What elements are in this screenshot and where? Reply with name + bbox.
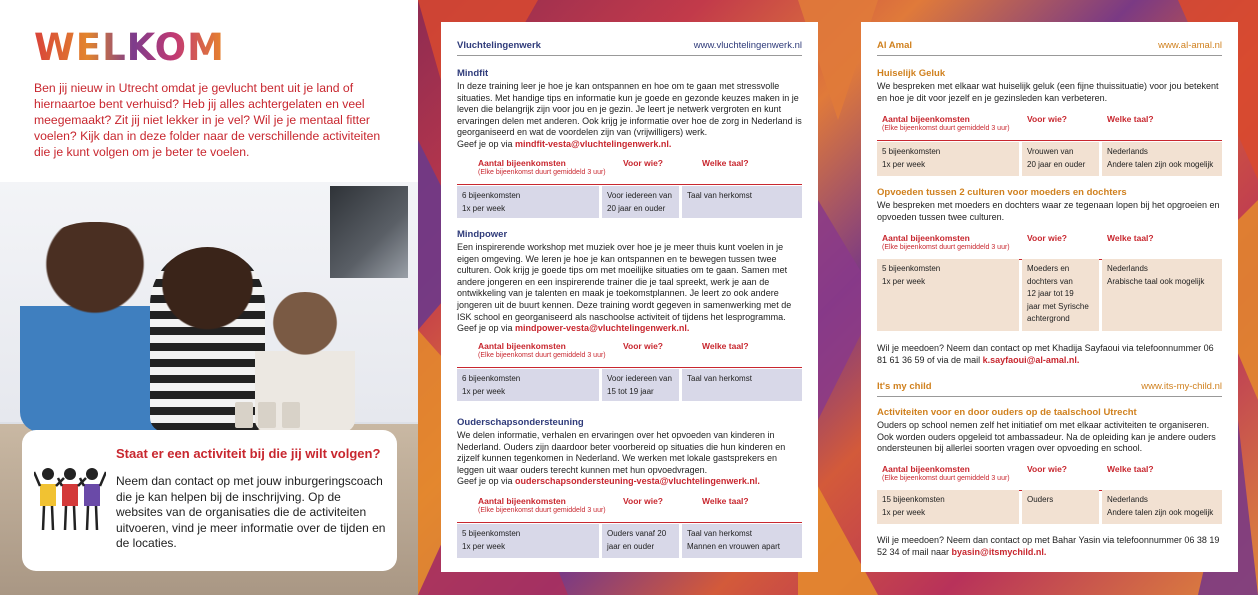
section-title: Mindpower — [457, 229, 508, 240]
signup-text: Geef je op via — [457, 323, 516, 334]
section-mindfit — [457, 68, 802, 151]
section-title: Huiselijk Geluk — [877, 68, 946, 79]
contact-text: Wil je meedoen? Neem dan contact op met Khadija Sayfaoui via telefoonnummer 06 81 61 36 59 of via de mail — [877, 343, 1214, 365]
section-title: Opvoeden tussen 2 culturen voor moeders en dochters — [877, 187, 1127, 198]
cell-aantal: 5 bijeenkomsten 1x per week — [877, 259, 1019, 331]
header-welke-taal: Welke taal? — [702, 496, 749, 506]
cell-voor-wie: Vrouwen van 20 jaar en ouder — [1022, 142, 1099, 176]
header-voor-wie: Voor wie? — [1027, 464, 1067, 474]
cell-taal: Taal van herkomst — [682, 369, 802, 401]
org-name: Vluchtelingenwerk — [457, 40, 541, 51]
contact-al-amal — [877, 342, 1222, 366]
section-opvoeden — [877, 187, 1222, 223]
cell-voor-wie: Moeders en dochters van 12 jaar tot 19 jaar met Syrische achtergrond — [1022, 259, 1099, 331]
signup-email[interactable]: ouderschapsondersteuning-vesta@vluchtelingenwerk.nl. — [515, 476, 760, 487]
people-icon — [34, 464, 106, 532]
cell-aantal: 6 bijeenkomsten 1x per week — [457, 186, 599, 218]
header-voor-wie: Voor wie? — [623, 341, 663, 351]
cell-aantal: 15 bijeenkomsten 1x per week — [877, 490, 1019, 524]
signup-email[interactable]: mindpower-vesta@vluchtelingenwerk.nl. — [515, 323, 690, 334]
table-mindpower — [457, 341, 802, 401]
cell-aantal: 5 bijeenkomsten 1x per week — [877, 142, 1019, 176]
header-aantal: Aantal bijeenkomsten — [478, 158, 566, 168]
section-body: We bespreken met moeders en dochters waar ze tegenaan lopen bij het opgroeien en opvoeden tussen twee culturen. — [877, 200, 1220, 222]
cell-aantal: 6 bijeenkomsten 1x per week — [457, 369, 599, 401]
org-url[interactable]: www.its-my-child.nl — [1141, 381, 1222, 392]
table-opvoeden — [877, 233, 1222, 333]
contact-email[interactable]: byasin@itsmychild.nl. — [951, 547, 1047, 557]
cell-taal: Nederlands Arabische taal ook mogelijk — [1102, 259, 1222, 331]
header-welke-taal: Welke taal? — [1107, 114, 1154, 124]
table-taalschool — [877, 464, 1222, 524]
table-ouderschap — [457, 496, 802, 558]
header-aantal-sub: (Elke bijeenkomst duurt gemiddeld 3 uur) — [478, 169, 606, 176]
section-title: Ouderschapsondersteuning — [457, 417, 584, 428]
header-aantal: Aantal bijeenkomsten — [882, 464, 970, 474]
callout-title: Staat er een activiteit bij die jij wilt volgen? — [116, 446, 381, 461]
cell-voor-wie: Voor iedereen van 15 tot 19 jaar — [602, 369, 679, 401]
signup-text: Geef je op via — [457, 138, 516, 149]
header-voor-wie: Voor wie? — [1027, 114, 1067, 124]
table-mindfit — [457, 158, 802, 218]
callout-text: Neem dan contact op met jouw inburgeringscoach die je kan helpen bij de inschrijving. Op de websites van de organisaties die de activiteiten uitvoeren, vind je meer informatie over de tijden en de locaties. — [116, 474, 386, 550]
welcome-title: WELKOM — [34, 26, 225, 69]
header-voor-wie: Voor wie? — [623, 496, 663, 506]
header-aantal: Aantal bijeenkomsten — [882, 114, 970, 124]
contact-email[interactable]: k.sayfaoui@al-amal.nl. — [982, 355, 1080, 365]
intro-text: Ben jij nieuw in Utrecht omdat je gevlucht bent uit je land of hiernaartoe bent verhuisd? Heb jij alles achtergelaten en veel meegemaakt? Zit jij niet lekker in je vel? Wil je je mentaal fitter voelen? Kijk dan in deze folder naar de verschillende activiteiten die je kunt volgen om je beter te voelen. — [34, 81, 381, 159]
header-welke-taal: Welke taal? — [1107, 464, 1154, 474]
section-body: Een inspirerende workshop met muziek over hoe je je meer thuis kunt voelen in je eigen omgeving. We leren je hoe je kan ontspannen en te bewegen tussen twee culturen. Ook krijg je goede tips om met moeilijke situaties om te gaan. Samen met andere jongeren en een inspirerende trainer die je taal spreekt, werk je aan de ontwikkeling van je talenten en maak je toekomstplannen. Je leert zo ook andere jongeren uit de buurt kennen. Deze training wordt gegeven in samenwerking met de ISK school en georganiseerd als naschoolse activiteit of tijdens het lesprogramma. — [457, 242, 792, 322]
cell-taal: Nederlands Andere talen zijn ook mogelijk — [1102, 490, 1222, 524]
header-welke-taal: Welke taal? — [702, 158, 749, 168]
signup-email[interactable]: mindfit-vesta@vluchtelingenwerk.nl. — [515, 138, 672, 149]
page-header — [877, 34, 1222, 56]
org-url[interactable]: www.vluchtelingenwerk.nl — [693, 40, 802, 51]
cell-taal: Taal van herkomst — [682, 186, 802, 218]
cell-taal: Taal van herkomst Mannen en vrouwen apart — [682, 524, 802, 558]
header-voor-wie: Voor wie? — [1027, 233, 1067, 243]
callout-card — [22, 430, 397, 571]
section-body: In deze training leer je hoe je kan ontspannen en hoe om te gaan met stressvolle situaties. Met handige tips en informatie kun je goede en gezonde keuzes maken in je leven die belangrijk zijn voor jou en je gezin. Je leert je netwerk vergroten en kunt ervaringen delen met anderen. Ook krijg je informatie over hoe de zorg in Nederland is georganiseerd en wat de voordelen zijn van (vrijwilligers) werk. — [457, 81, 802, 138]
section-title: Activiteiten voor en door ouders op de taalschool Utrecht — [877, 407, 1137, 418]
cell-voor-wie: Ouders — [1022, 490, 1099, 524]
left-panel — [0, 0, 418, 595]
header-aantal-sub: (Elke bijeenkomst duurt gemiddeld 3 uur) — [882, 475, 1010, 482]
header-aantal: Aantal bijeenkomsten — [478, 496, 566, 506]
section-huiselijk-geluk — [877, 68, 1222, 104]
org-name: Al Amal — [877, 40, 913, 51]
page-header — [457, 34, 802, 56]
section-body: We bespreken met elkaar wat huiselijk geluk (een fijne thuissituatie) voor jou betekent en hoe je dit voor jezelf en je gezinsleden kan verbeteren. — [877, 81, 1219, 103]
cell-voor-wie: Voor iedereen van 20 jaar en ouder — [602, 186, 679, 218]
header-aantal: Aantal bijeenkomsten — [478, 341, 566, 351]
section-title: Mindfit — [457, 68, 489, 79]
header-voor-wie: Voor wie? — [623, 158, 663, 168]
table-huiselijk-geluk — [877, 114, 1222, 176]
cell-aantal: 5 bijeenkomsten 1x per week — [457, 524, 599, 558]
header-aantal: Aantal bijeenkomsten — [882, 233, 970, 243]
contact-its-my-child — [877, 534, 1222, 558]
signup-text: Geef je op via — [457, 476, 516, 487]
page-vluchtelingenwerk — [441, 22, 818, 572]
header-welke-taal: Welke taal? — [702, 341, 749, 351]
cell-taal: Nederlands Andere talen zijn ook mogelijk — [1102, 142, 1222, 176]
section-ouderschap — [457, 417, 802, 488]
header-aantal-sub: (Elke bijeenkomst duurt gemiddeld 3 uur) — [882, 244, 1010, 251]
section-mindpower — [457, 229, 802, 335]
header-welke-taal: Welke taal? — [1107, 233, 1154, 243]
page-al-amal — [861, 22, 1238, 572]
section-body: Ouders op school nemen zelf het initiatief om met elkaar activiteiten te organiseren. Ook worden ouders opgeleid tot ambassadeur. Na de opleiding kan je andere ouders ondersteunen bij allerlei soorten vragen over opvoeding en school. — [877, 420, 1216, 454]
contact-text: Wil je meedoen? Neem dan contact op met Bahar Yasin via telefoonnummer 06 38 19 52 34 of mail naar — [877, 535, 1220, 557]
header-aantal-sub: (Elke bijeenkomst duurt gemiddeld 3 uur) — [478, 507, 606, 514]
header-aantal-sub: (Elke bijeenkomst duurt gemiddeld 3 uur) — [882, 125, 1010, 132]
section-header-its-my-child — [877, 377, 1222, 397]
cell-voor-wie: Ouders vanaf 20 jaar en ouder — [602, 524, 679, 558]
header-aantal-sub: (Elke bijeenkomst duurt gemiddeld 3 uur) — [478, 352, 606, 359]
section-taalschool — [877, 407, 1222, 455]
org-url[interactable]: www.al-amal.nl — [1158, 40, 1222, 51]
section-body: We delen informatie, verhalen en ervaringen over het opvoeden van kinderen in Nederland. Ouders zijn daardoor beter voorbereid op situaties die hun kinderen en zijzelf kunnen tegenkomen in Nederland. We werken met lokale gastsprekers en leggen uit waar ouders terecht kunnen met hun opvoedvragen. — [457, 430, 786, 475]
org-name: It's my child — [877, 381, 932, 392]
